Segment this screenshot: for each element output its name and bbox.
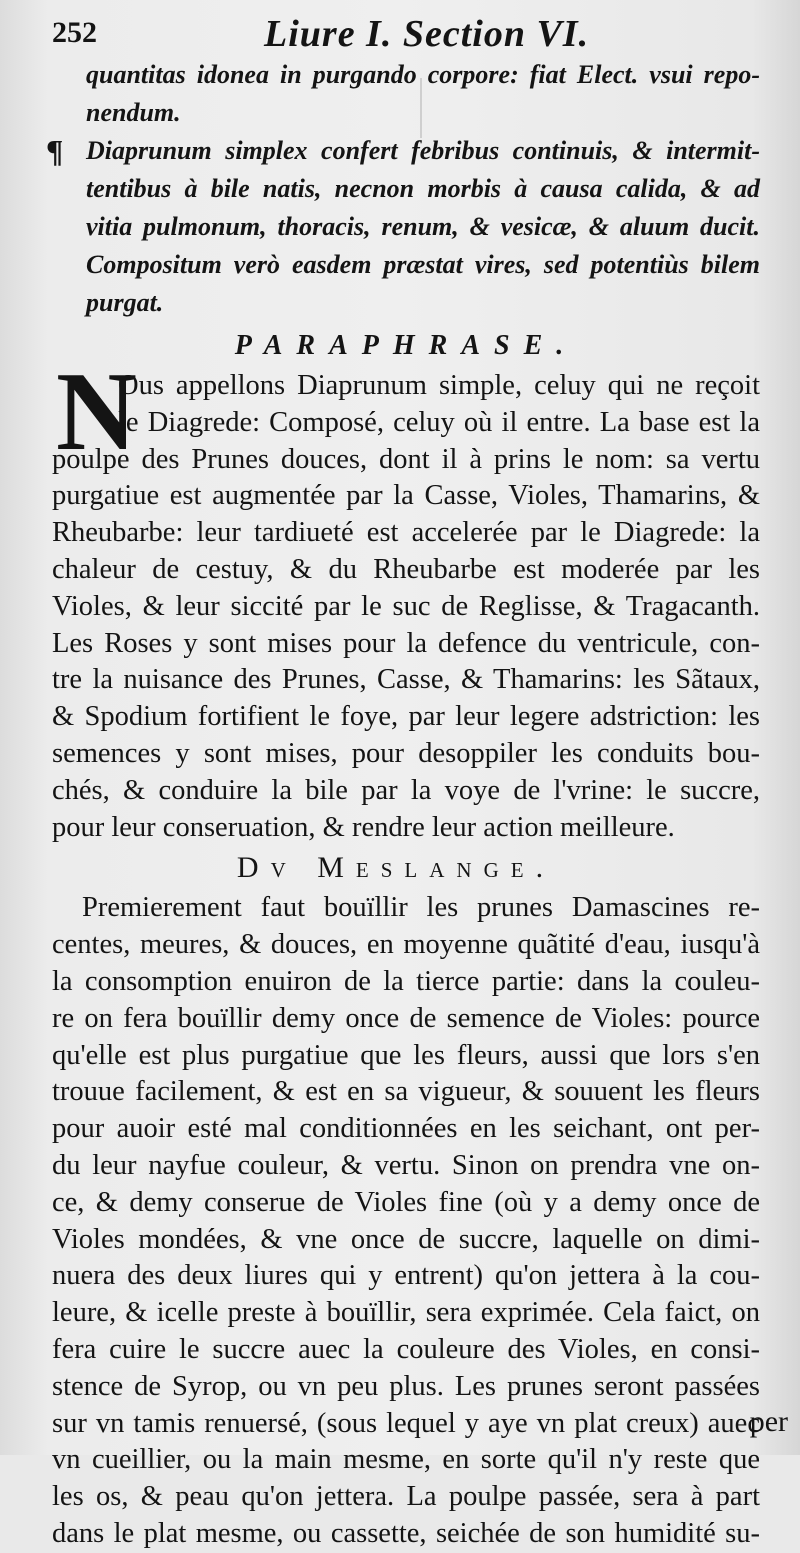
text-line: tentibus à bile natis, necnon morbis à causa calida, & ad bbox=[86, 174, 760, 203]
paraphrase-body bbox=[52, 350, 760, 846]
text-line: vn cueillier, ou la main mesme, en sorte qu'il n'y reste que bbox=[52, 1444, 760, 1476]
text-line: poulpe des Prunes douces, dont il à prins le nom: sa vertu bbox=[52, 443, 760, 475]
text-line: fera cuire le succre auec la couleure des Violes, en consi- bbox=[52, 1333, 760, 1365]
running-header bbox=[52, 12, 760, 56]
page-number: 252 bbox=[52, 16, 97, 49]
text-line: Rheubarbe: leur tardiueté est accelerée par le Diagrede: la bbox=[52, 517, 760, 549]
text-line: vitia pulmonum, thoracis, renum, & vesicæ, & aluum ducit. bbox=[86, 212, 760, 241]
text-line: dans le plat mesme, ou cassette, seichée de son humidité su- bbox=[52, 1517, 760, 1549]
text-line: trouue facilement, & est en sa vigueur, & souuent les fleurs bbox=[52, 1076, 760, 1108]
text-line: Violes, & leur siccité par le suc de Reglisse, & Tragacanth. bbox=[52, 590, 760, 622]
text-line: pour auoir esté mal conditionnées en les seichant, ont per- bbox=[52, 1113, 760, 1145]
text-line: Premierement faut bouïllir les prunes Damascines re- bbox=[82, 892, 760, 924]
text-line: Diaprunum simplex confert febribus continuis, & intermit- bbox=[86, 136, 760, 165]
text-line: sur vn tamis renuersé, (sous lequel y aye vn plat creux) auec bbox=[52, 1407, 760, 1439]
catchword: per bbox=[749, 1405, 788, 1438]
text-line: Ous appellons Diaprunum simple, celuy qui ne reçoit bbox=[118, 370, 760, 401]
text-line: chés, & conduire la bile par la voye de l'vrine: le succre, bbox=[52, 774, 760, 806]
drop-cap-letter: N bbox=[56, 350, 137, 474]
text-line: Violes mondées, & vne once de succre, laquelle on dimi- bbox=[52, 1223, 760, 1255]
text-line: re on fera bouïllir demy once de semence de Violes: pource bbox=[52, 1002, 760, 1034]
text-line: purgatiue est augmentée par la Casse, Violes, Thamarins, & bbox=[52, 480, 760, 512]
text-line: le Diagrede: Composé, celuy où il entre. La base est la bbox=[118, 406, 760, 438]
text-line: qu'elle est plus purgatiue que les fleurs, aussi que lors s'en bbox=[52, 1039, 760, 1071]
meslange-body bbox=[52, 890, 760, 1552]
pilcrow-mark: ¶ bbox=[46, 133, 64, 169]
running-title: Liure I. Section VI. bbox=[264, 13, 590, 55]
text-line: tre la nuisance des Prunes, Casse, & Thamarins: les Sãtaux, bbox=[52, 664, 760, 696]
text-line: du leur nayfue couleur, & vertu. Sinon on prendra vne on- bbox=[52, 1149, 760, 1181]
text-line: Les Roses y sont mises pour la defence du ventricule, con- bbox=[52, 627, 760, 659]
text-line: les os, & peau qu'on jettera. La poulpe passée, sera à part bbox=[52, 1481, 760, 1513]
text-line: ce, & demy conserue de Violes fine (où y a demy once de bbox=[52, 1186, 760, 1218]
text-line: centes, meures, & douces, en moyenne quãtité d'eau, iusqu'à bbox=[52, 929, 760, 961]
text-line: leure, & icelle preste à bouïllir, sera exprimée. Cela faict, on bbox=[52, 1297, 760, 1329]
text-line: Compositum verò easdem præstat vires, sed potentiùs bilem bbox=[86, 250, 760, 279]
section-heading-paraphrase: PARAPHRASE. bbox=[234, 330, 578, 361]
text-line: nendum. bbox=[86, 98, 181, 127]
text-line: la consomption enuiron de la tierce partie: dans la couleu- bbox=[52, 965, 760, 997]
text-line: nuera des deux liures qui y entrent) qu'on jettera à la cou- bbox=[52, 1260, 760, 1292]
text-line: purgat. bbox=[86, 288, 164, 317]
latin-intro bbox=[52, 56, 760, 132]
text-column bbox=[46, 12, 760, 1553]
text-line: stence de Syrop, ou vn peu plus. Les prunes seront passées bbox=[52, 1370, 760, 1402]
text-line: chaleur de cestuy, & du Rheubarbe est moderée par les bbox=[52, 553, 760, 585]
text-line: pour leur conseruation, & rendre leur action meilleure. bbox=[52, 811, 675, 843]
latin-note bbox=[46, 132, 760, 322]
section-heading-meslange: Dv Meslange. bbox=[236, 851, 556, 885]
text-line: semences y sont mises, pour desoppiler les conduits bou- bbox=[52, 737, 760, 769]
text-line: quantitas idonea in purgando corpore: fiat Elect. vsui repo- bbox=[86, 60, 760, 89]
text-line: & Spodium fortifient le foye, par leur legere adstriction: les bbox=[52, 701, 760, 733]
